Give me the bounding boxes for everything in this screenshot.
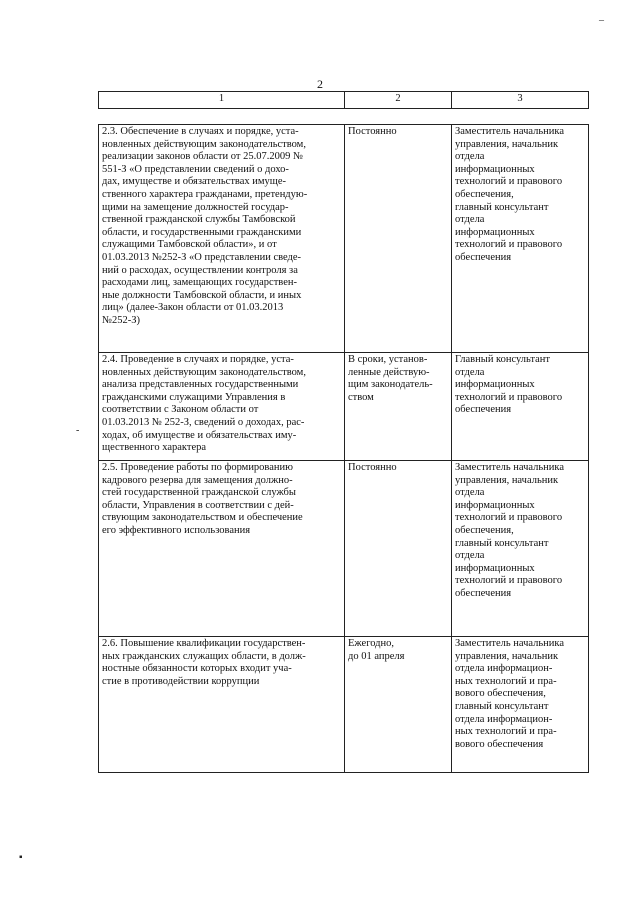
header-col-2: 2: [345, 92, 452, 109]
responsible-text: Заместитель начальника управления, начальник отдела информационных технологий и правового обеспечения, главный консультант отдела информационных технологий и правового обеспечения: [455, 126, 565, 263]
scan-mark: -: [76, 425, 80, 436]
responsible-text: Заместитель начальника управления, начальник отдела информационных технологий и правового обеспечения, главный консультант отдела информационных технологий и правового обеспечения: [455, 462, 565, 599]
table-row: [99, 125, 589, 353]
scan-mark: ‒: [599, 15, 604, 26]
table-row: [99, 637, 589, 773]
responsible-text: Главный консультант отдела информационных технологий и правового обеспечения: [455, 354, 563, 416]
table-row: [99, 461, 589, 637]
term-text: Ежегодно, до 01 апреля: [348, 638, 405, 662]
term-text: Постоянно: [348, 126, 397, 137]
task-text: 2.5. Проведение работы по формированию кадрового резерва для замещения должно- стей государственной гражданской службы области, Управления в соответствии с дей- ствующим законодательством и обеспечение его эффективного использования: [102, 462, 303, 536]
task-text: 2.3. Обеспечение в случаях и порядке, уста- новленных действующим законодательством, реализации законов области от 25.07.2009 № 551-З «О представлении сведений о дохо- дах, имуществе и обязательствах имуще- ственного характера гражданами, претендую- щими на замещение должностей государ- ственной гражданской службы Тамбовской области, и государственными гражданскими служащими Тамбовской области», и от 01.03.2013 №252-З «О представлении сведе- ний о расходах, осуществлении контроля за расходами лиц, замещающих государствен- ные должности Тамбовской области, и иных лиц» (далее-Закон области от 01.03.2013 №252-З): [102, 126, 308, 326]
task-text: 2.6. Повышение квалификации государствен- ных гражданских служащих области, в долж- ностные обязанности которых входит уча- стие в противодействии коррупции: [102, 638, 306, 687]
measures-table: [98, 124, 589, 773]
header-row: [99, 92, 589, 109]
table-row: [99, 353, 589, 461]
responsible-text: Заместитель начальника управления, начальник отдела информацион- ных технологий и пра- вового обеспечения, главный консультант отдела информацион- ных технологий и пра- вового обеспечения: [455, 638, 565, 750]
term-text: В сроки, установ- ленные действую- щим законодатель- ством: [348, 354, 433, 403]
header-col-3: 3: [452, 92, 589, 109]
task-text: 2.4. Проведение в случаях и порядке, уста- новленных действующим законодательством, анализа представленных государственными гражданскими служащими Управления в соответствии с Законом области от 01.03.2013 № 252-З, сведений о доходах, рас- ходах, об имуществе и обязательствах иму- щественного характера: [102, 354, 306, 454]
scan-mark: ▪: [19, 852, 23, 863]
term-text: Постоянно: [348, 462, 397, 473]
header-col-1: 1: [99, 92, 345, 109]
table-header: [98, 91, 589, 109]
page-number: 2: [317, 77, 323, 91]
